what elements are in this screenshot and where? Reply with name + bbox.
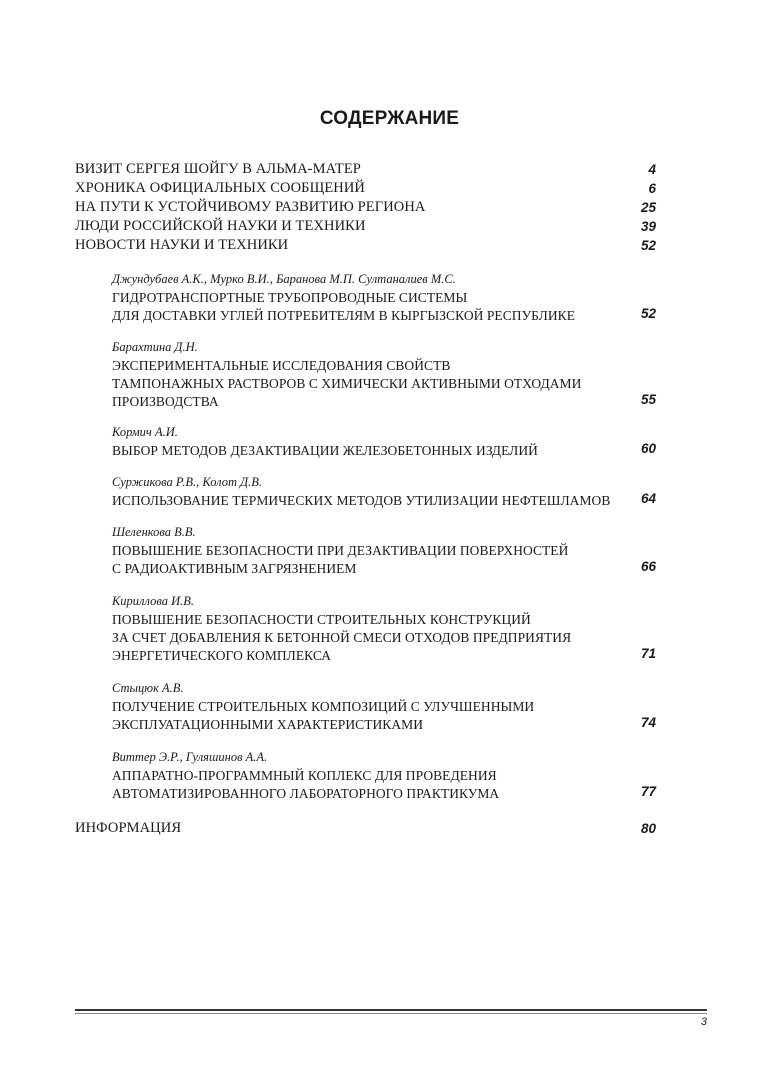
article-title-line: ВЫБОР МЕТОДОВ ДЕЗАКТИВАЦИИ ЖЕЛЕЗОБЕТОННЫХ ИЗДЕЛИЙ	[112, 443, 538, 458]
toc-item-label: ВИЗИТ СЕРГЕЯ ШОЙГУ В АЛЬМА-МАТЕР	[75, 161, 361, 177]
article-title-line: ПРОИЗВОДСТВА	[112, 394, 219, 409]
toc-page-number: 25	[640, 200, 656, 215]
toc-article[interactable]	[112, 680, 656, 734]
toc-item-label: НА ПУТИ К УСТОЙЧИВОМУ РАЗВИТИЮ РЕГИОНА	[75, 199, 426, 215]
article-title-line: ПОЛУЧЕНИЕ СТРОИТЕЛЬНЫХ КОМПОЗИЦИЙ С УЛУЧШЕННЫМИ	[112, 699, 535, 714]
article-title-line: ТАМПОНАЖНЫХ РАСТВОРОВ С ХИМИЧЕСКИ АКТИВНЫМИ ОТХОДАМИ	[112, 376, 582, 391]
toc-page-number: 4	[648, 162, 656, 177]
toc-article[interactable]	[112, 474, 656, 510]
toc-main-item[interactable]	[75, 236, 656, 255]
toc-main-item[interactable]	[75, 819, 656, 838]
article-title-line: АВТОМАТИЗИРОВАННОГО ЛАБОРАТОРНОГО ПРАКТИКУМА	[112, 786, 500, 801]
article-authors: Кириллова И.В.	[112, 594, 194, 608]
toc-page-number: 71	[640, 646, 656, 661]
page-title: СОДЕРЖАНИЕ	[319, 108, 460, 129]
toc-item-label: НОВОСТИ НАУКИ И ТЕХНИКИ	[75, 237, 289, 253]
footer-rule	[75, 1009, 707, 1011]
article-authors: Стыцюк А.В.	[112, 681, 184, 695]
article-title-line: АППАРАТНО-ПРОГРАММНЫЙ КОПЛЕКС ДЛЯ ПРОВЕДЕНИЯ	[112, 768, 497, 783]
toc-article[interactable]	[112, 271, 656, 325]
article-title-line: ЭНЕРГЕТИЧЕСКОГО КОМПЛЕКСА	[112, 648, 332, 663]
toc-page-number: 77	[640, 784, 656, 799]
article-title-line: ЗА СЧЕТ ДОБАВЛЕНИЯ К БЕТОННОЙ СМЕСИ ОТХОДОВ ПРЕДПРИЯТИЯ	[112, 630, 572, 645]
article-title-line: ДЛЯ ДОСТАВКИ УГЛЕЙ ПОТРЕБИТЕЛЯМ В КЫРГЫЗСКОЙ РЕСПУБЛИКЕ	[112, 308, 575, 323]
article-title-line: ГИДРОТРАНСПОРТНЫЕ ТРУБОПРОВОДНЫЕ СИСТЕМЫ	[112, 290, 468, 305]
toc-item-label: ИНФОРМАЦИЯ	[75, 820, 182, 836]
toc-page-number: 66	[640, 559, 656, 574]
toc-article[interactable]	[112, 424, 656, 460]
toc-page-number: 6	[648, 181, 656, 196]
toc-page-number: 60	[640, 441, 656, 456]
toc-item-label: ЛЮДИ РОССИЙСКОЙ НАУКИ И ТЕХНИКИ	[75, 218, 366, 234]
article-authors: Шеленкова В.В.	[112, 525, 196, 539]
toc-main-item[interactable]	[75, 217, 656, 236]
article-authors: Джундубаев А.К., Мурко В.И., Баранова М.П. Султаналиев М.С.	[112, 272, 456, 286]
toc-page-number: 52	[640, 238, 656, 253]
toc-item-label: ХРОНИКА ОФИЦИАЛЬНЫХ СООБЩЕНИЙ	[75, 180, 365, 196]
article-title-line: С РАДИОАКТИВНЫМ ЗАГРЯЗНЕНИЕМ	[112, 561, 357, 576]
footer-rule	[75, 1013, 707, 1014]
toc-page-number: 55	[640, 392, 656, 407]
article-title-line: ЭКСПЕРИМЕНТАЛЬНЫЕ ИССЛЕДОВАНИЯ СВОЙСТВ	[112, 358, 451, 373]
toc-page-number: 64	[640, 491, 656, 506]
toc-main-item[interactable]	[75, 198, 656, 217]
toc-article[interactable]	[112, 749, 656, 803]
toc-page-number: 39	[640, 219, 656, 234]
article-authors: Виттер Э.Р., Гуляшинов А.А.	[112, 750, 268, 764]
toc-article[interactable]	[112, 339, 656, 411]
toc-main-item[interactable]	[75, 160, 656, 179]
article-title-line: ЭКСПЛУАТАЦИОННЫМИ ХАРАКТЕРИСТИКАМИ	[112, 717, 423, 732]
article-title-line: ИСПОЛЬЗОВАНИЕ ТЕРМИЧЕСКИХ МЕТОДОВ УТИЛИЗАЦИИ НЕФТЕШЛАМОВ	[112, 493, 611, 508]
toc-page-number: 80	[640, 821, 656, 836]
article-title-line: ПОВЫШЕНИЕ БЕЗОПАСНОСТИ СТРОИТЕЛЬНЫХ КОНСТРУКЦИЙ	[112, 612, 531, 627]
toc-page-number: 74	[640, 715, 656, 730]
article-title-line: ПОВЫШЕНИЕ БЕЗОПАСНОСТИ ПРИ ДЕЗАКТИВАЦИИ ПОВЕРХНОСТЕЙ	[112, 543, 569, 558]
toc-page-number: 52	[640, 306, 656, 321]
toc-article[interactable]	[112, 593, 656, 665]
toc-main-item[interactable]	[75, 179, 656, 198]
article-authors: Барахтина Д.Н.	[112, 340, 198, 354]
page-number: 3	[700, 1016, 707, 1028]
toc-article[interactable]	[112, 524, 656, 578]
article-authors: Кормич А.И.	[112, 425, 178, 439]
article-authors: Суржикова Р.В., Колот Д.В.	[112, 475, 262, 489]
